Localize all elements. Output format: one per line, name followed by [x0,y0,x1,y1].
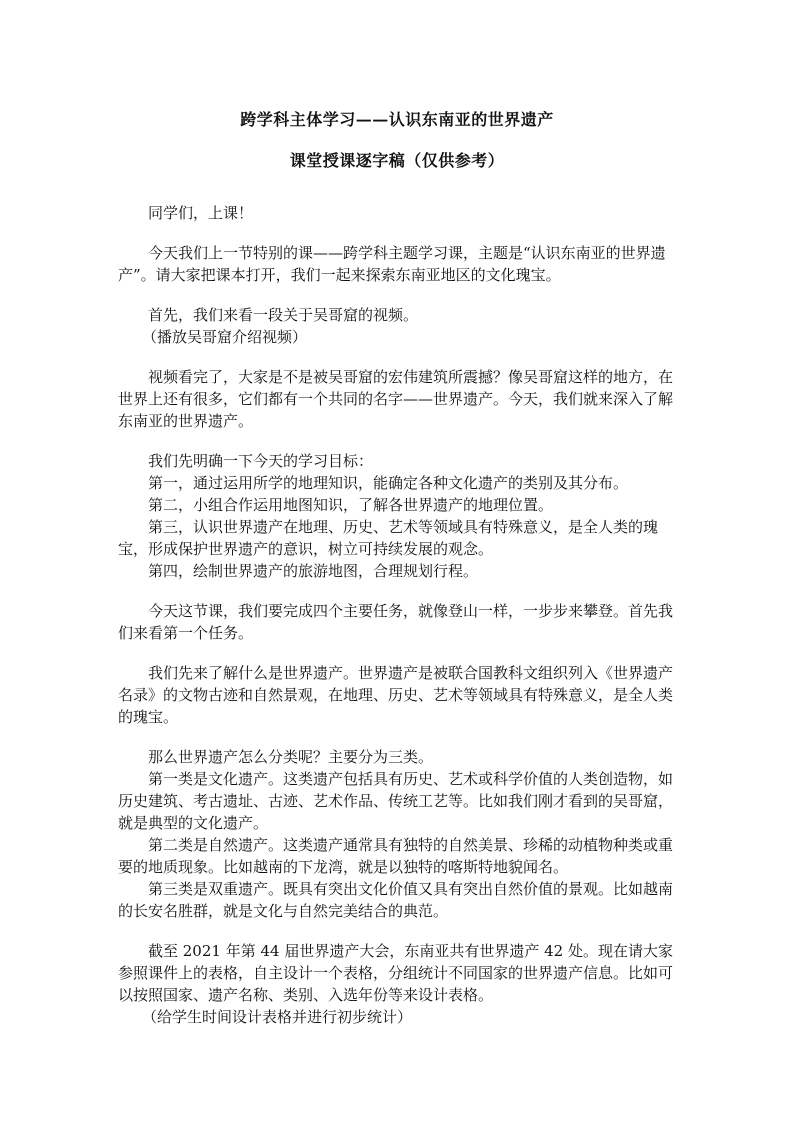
heritage-types [118,746,683,922]
stage-note-table: （给学生时间设计表格并进行初步统计） [142,1008,413,1026]
paragraph-intro: 今天我们上一节特别的课——跨学科主题学习课，主题是“认识东南亚的世界遗产”。请大家把课本打开，我们一起来探索东南亚地区的文化瑰宝。 [118,244,666,284]
paragraph-definition: 我们先来了解什么是世界遗产。世界遗产是被联合国教科文组织列入《世界遗产名录》的文物古迹和自然景观，在地理、历史、艺术等领域具有特殊意义，是全人类的瑰宝。 [118,664,674,726]
type-item: 第三类是双重遗产。既具有突出文化价值又具有突出自然价值的景观。比如越南的长安名胜群，就是文化与自然完美结合的典范。 [118,880,674,920]
paragraph-video: 首先，我们来看一段关于吴哥窟的视频。 [148,306,419,324]
type-item: 第一类是文化遗产。这类遗产包括具有历史、艺术或科学价值的人类创造物，如历史建筑、考古遗址、古迹、艺术作品、传统工艺等。比如我们刚才看到的吴哥窟，就是典型的文化遗产。 [118,770,674,832]
statistics-section [118,940,683,1028]
learning-goals [118,450,683,582]
paragraph-after-video: 视频看完了，大家是不是被吴哥窟的宏伟建筑所震撼？像吴哥窟这样的地方，在世界上还有很多，它们都有一个共同的名字——世界遗产。今天，我们就来深入了解东南亚的世界遗产。 [118,368,674,430]
goal-item: 第三，认识世界遗产在地理、历史、艺术等领域具有特殊意义，是全人类的瑰宝，形成保护世界遗产的意识，树立可持续发展的观念。 [118,518,659,558]
type-item: 第二类是自然遗产。这类遗产通常具有独特的自然美景、珍稀的动植物种类或重要的地质现象。比如越南的下龙湾，就是以独特的喀斯特地貌闻名。 [118,836,674,876]
document-title: 跨学科主体学习——认识东南亚的世界遗产 [240,110,554,129]
types-heading: 那么世界遗产怎么分类呢？主要分为三类。 [148,748,434,766]
stage-note-video: （播放吴哥窟介绍视频） [142,328,308,346]
paragraph-greeting: 同学们，上课！ [148,204,254,222]
paragraph-statistics: 截至 2021 年第 44 届世界遗产大会，东南亚共有世界遗产 42 处。现在请大家参照课件上的表格，自主设计一个表格，分组统计不同国家的世界遗产信息。比如可以按照国家、遗产名称、类别、入选年份等来设计表格。 [118,942,674,1004]
video-section [118,304,683,348]
goal-item: 第一，通过运用所学的地理知识，能确定各种文化遗产的类别及其分布。 [148,474,629,492]
paragraph-tasks: 今天这节课，我们要完成四个主要任务，就像登山一样，一步步来攀登。首先我们来看第一个任务。 [118,602,674,642]
document-body [118,202,683,1046]
document-subtitle: 课堂授课逐字稿（仅供参考） [289,151,505,170]
goals-heading: 我们先明确一下今天的学习目标： [148,452,374,470]
goal-item: 第二，小组合作运用地图知识，了解各世界遗产的地理位置。 [148,496,554,514]
goal-item: 第四，绘制世界遗产的旅游地图，合理规划行程。 [148,562,479,580]
